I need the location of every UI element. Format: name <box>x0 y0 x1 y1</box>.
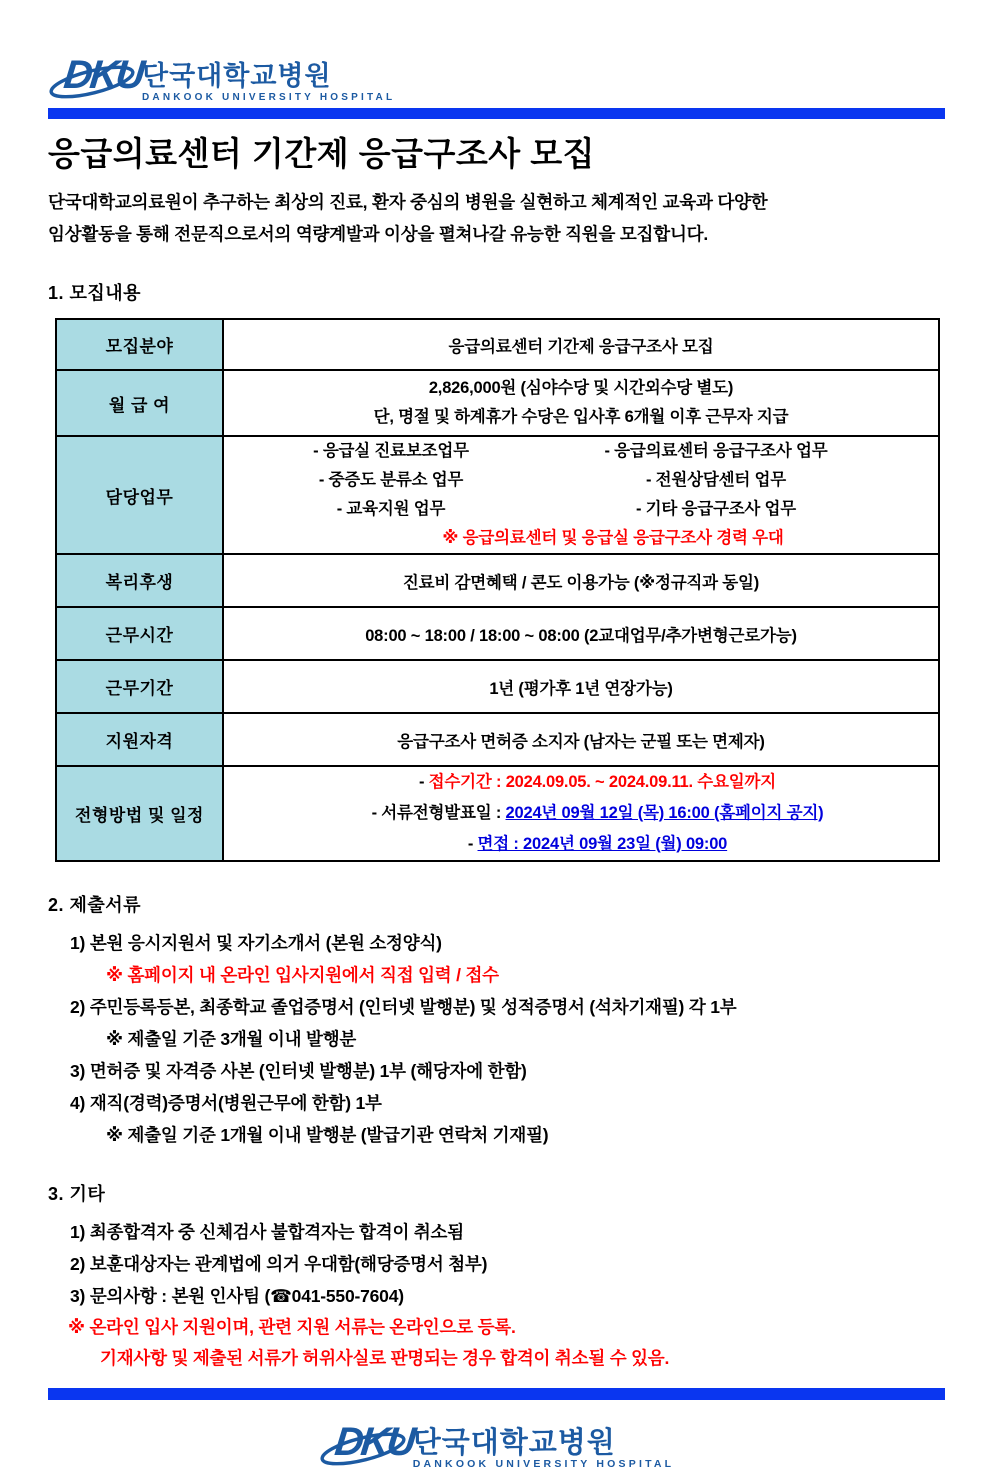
row-value-work-hours: 08:00 ~ 18:00 / 18:00 ~ 08:00 (2교대업무/추가변형근로가능) <box>223 607 939 660</box>
schedule-document-result <box>257 798 938 829</box>
table-row-recruit-field <box>56 319 939 370</box>
hospital-logo-text <box>142 61 395 105</box>
application-period-text: 접수기간 : 2024.09.05. ~ 2024.09.11. 수요일까지 <box>428 773 776 791</box>
list-item: 4) 재직(경력)증명서(병원근무에 한함) 1부 <box>70 1093 382 1113</box>
contact-info: 3) 문의사항 : 본원 인사팀 (☎041-550-7604) <box>70 1286 404 1306</box>
duty-item: - 응급실 진료보조업무 <box>313 442 469 460</box>
row-label-duties: 담당업무 <box>56 436 223 554</box>
row-value-work-period: 1년 (평가후 1년 연장가능) <box>223 660 939 713</box>
salary-line-2: 단, 명절 및 하계휴가 수당은 입사후 6개월 이후 근무자 지급 <box>373 408 789 426</box>
row-value-qualification: 응급구조사 면허증 소지자 (남자는 군필 또는 면제자) <box>223 713 939 766</box>
list-item: 3) 면허증 및 자격증 사본 (인터넷 발행분) 1부 (해당자에 한함) <box>70 1061 527 1081</box>
duty-columns <box>288 437 938 524</box>
row-value-schedule <box>223 766 939 861</box>
table-row-duties <box>56 436 939 554</box>
table-row-salary <box>56 370 939 436</box>
issue-period-note: ※ 제출일 기준 1개월 이내 발행분 (발급기관 연락처 기재필) <box>106 1125 549 1145</box>
row-label-welfare: 복리후생 <box>56 554 223 607</box>
duty-experience-note: ※ 응급의료센터 및 응급실 응급구조사 경력 우대 <box>442 529 784 547</box>
duty-item: - 중증도 분류소 업무 <box>318 471 464 489</box>
salary-line-1: 2,826,000원 (심야수당 및 시간외수당 별도) <box>428 379 734 397</box>
hospital-logo-footer <box>48 1416 945 1472</box>
section3-list <box>48 1216 945 1374</box>
row-label-work-period: 근무기간 <box>56 660 223 713</box>
table-row-work-period <box>56 660 939 713</box>
warning-line-2: 기재사항 및 제출된 서류가 허위사실로 판명되는 경우 합격이 취소될 수 있음. <box>100 1348 670 1368</box>
duty-item: - 응급의료센터 응급구조사 업무 <box>604 442 828 460</box>
row-value-recruit-field: 응급의료센터 기간제 응급구조사 모집 <box>223 319 939 370</box>
section1-heading: 1. 모집내용 <box>48 283 142 303</box>
hospital-name-korean: 단국대학교병원 <box>412 1427 616 1459</box>
dash: - <box>418 773 425 791</box>
dku-letters: DKU <box>61 53 145 97</box>
hospital-logo-header <box>48 55 945 105</box>
hospital-name-korean: 단국대학교병원 <box>142 61 332 91</box>
list-item: 1) 본원 응시지원서 및 자기소개서 (본원 소정양식) <box>70 933 442 953</box>
hospital-name-english: DANKOOK UNIVERSITY HOSPITAL <box>412 1458 675 1470</box>
section2-heading: 2. 제출서류 <box>48 895 142 915</box>
section2-list <box>48 927 945 1151</box>
warning-line-1: ※ 온라인 입사 지원이며, 관련 지원 서류는 온라인으로 등록. <box>68 1317 516 1337</box>
document-result-prefix: 서류전형발표일 : <box>381 804 506 822</box>
hospital-name-english: DANKOOK UNIVERSITY HOSPITAL <box>142 92 396 103</box>
recruit-table <box>55 318 940 862</box>
interview-date-link[interactable]: 면접 : 2024년 09월 23일 (월) 09:00 <box>477 835 728 853</box>
dash: - <box>467 835 474 853</box>
table-row-qualification <box>56 713 939 766</box>
row-value-salary <box>223 370 939 436</box>
row-value-welfare: 진료비 감면혜택 / 콘도 이용가능 (※정규직과 동일) <box>223 554 939 607</box>
row-label-work-hours: 근무시간 <box>56 607 223 660</box>
list-item: 2) 주민등록등본, 최종학교 졸업증명서 (인터넷 발행분) 및 성적증명서 (석차기재필) 각 1부 <box>70 997 737 1017</box>
row-value-duties <box>223 436 939 554</box>
dku-logo-icon <box>48 53 145 105</box>
issue-period-note: ※ 제출일 기준 3개월 이내 발행분 <box>106 1029 357 1049</box>
table-row-work-hours <box>56 607 939 660</box>
row-label-schedule: 전형방법 및 일정 <box>56 766 223 861</box>
schedule-interview <box>257 829 938 860</box>
row-label-qualification: 지원자격 <box>56 713 223 766</box>
dku-letters: DKU <box>332 1420 415 1464</box>
dash: - <box>371 804 377 822</box>
list-item: 2) 보훈대상자는 관계법에 의거 우대함(해당증명서 첨부) <box>70 1254 488 1274</box>
duty-item: - 전원상담센터 업무 <box>646 471 786 489</box>
schedule-application-period <box>257 767 938 798</box>
dku-logo-icon <box>319 1420 415 1472</box>
footer-divider-bar <box>48 1388 945 1400</box>
duty-item: - 기타 응급구조사 업무 <box>635 500 797 518</box>
document-result-date-link[interactable]: 2024년 09월 12일 (목) 16:00 (홈페이지 공지) <box>505 804 824 822</box>
table-row-welfare <box>56 554 939 607</box>
section3-heading: 3. 기타 <box>48 1184 106 1204</box>
header-divider-bar <box>48 108 945 119</box>
intro-line-2: 임상활동을 통해 전문직으로서의 역량계발과 이상을 펼쳐나갈 유능한 직원을 모집합니다. <box>48 224 709 244</box>
list-item: 1) 최종합격자 중 신체검사 불합격자는 합격이 취소됨 <box>70 1222 464 1242</box>
row-label-recruit-field: 모집분야 <box>56 319 223 370</box>
duty-item: - 교육지원 업무 <box>336 500 446 518</box>
online-apply-note: ※ 홈페이지 내 온라인 입사지원에서 직접 입력 / 접수 <box>106 965 499 985</box>
row-label-salary: 월 급 여 <box>56 370 223 436</box>
intro-line-1: 단국대학교의료원이 추구하는 최상의 진료, 환자 중심의 병원을 실현하고 체계적인 교육과 다양한 <box>48 192 768 212</box>
duty-column-left <box>288 437 494 524</box>
intro-paragraph <box>48 186 945 250</box>
table-row-schedule <box>56 766 939 861</box>
page-title: 응급의료센터 기간제 응급구조사 모집 <box>48 135 596 172</box>
duty-column-right <box>494 437 938 524</box>
